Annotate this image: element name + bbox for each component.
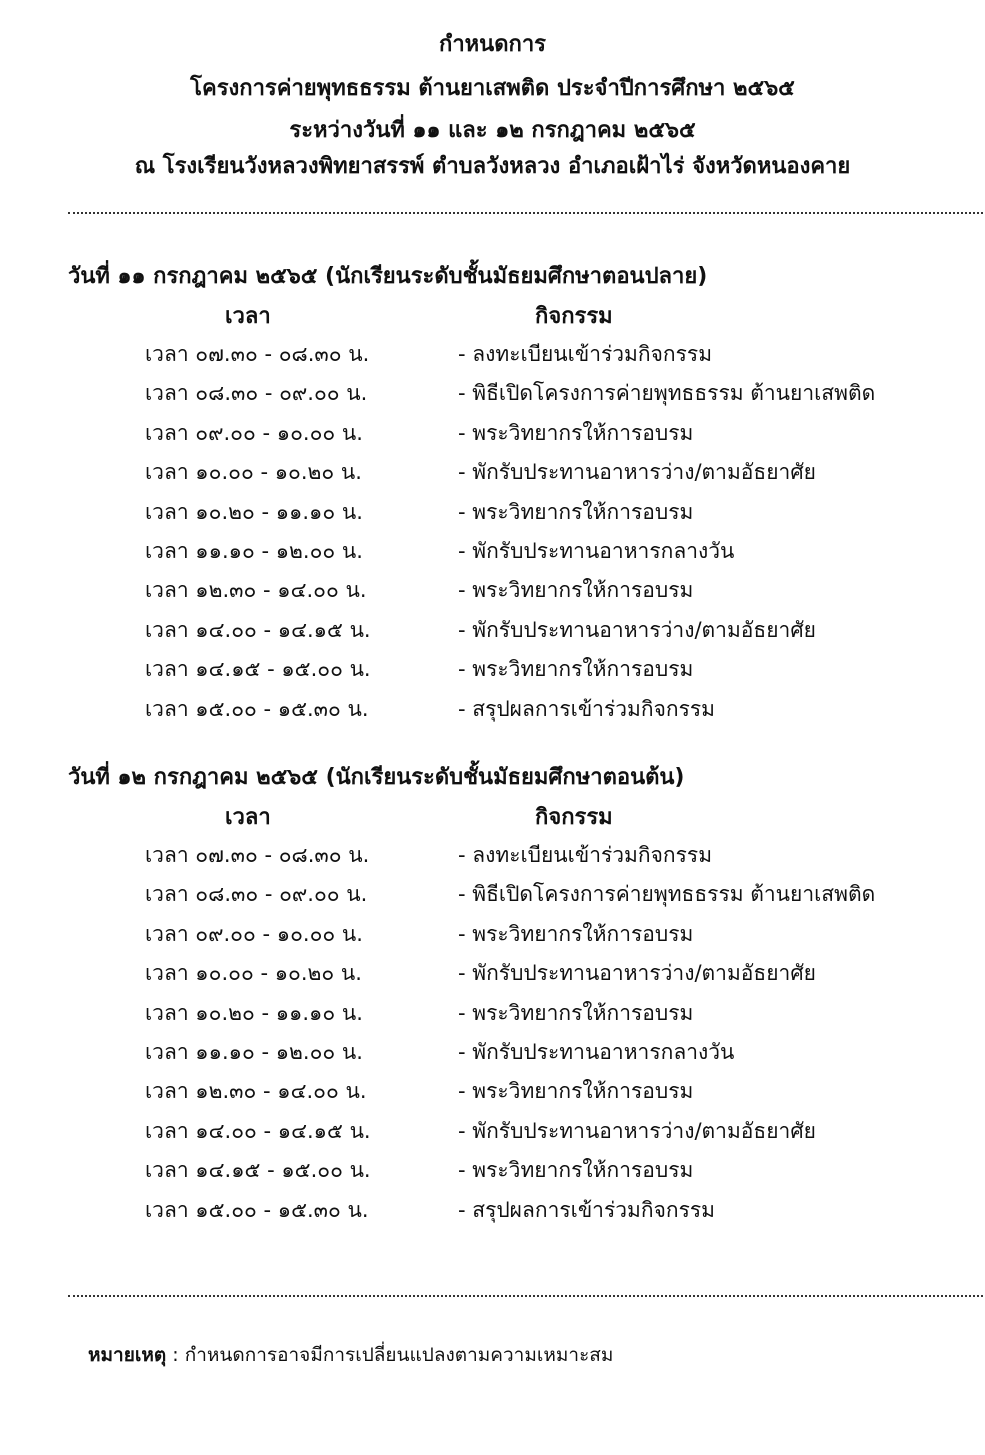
day-1-col-activity-header: กิจกรรม	[535, 304, 613, 329]
row-activity: - พระวิทยากรให้การอบรม	[458, 921, 694, 946]
header-location: ณ โรงเรียนวังหลวงพิทยาสรรพ์ ตำบลวังหลวง อำเภอเฝ้าไร่ จังหวัดหนองคาย	[134, 154, 851, 179]
row-time: เวลา ๐๘.๓๐ - ๐๙.๐๐ น.	[145, 882, 368, 907]
row-time: เวลา ๑๔.๑๕ - ๑๕.๐๐ น.	[145, 1158, 371, 1183]
header-title: กำหนดการ	[439, 32, 546, 57]
divider-bottom	[68, 1295, 983, 1297]
row-time: เวลา ๐๘.๓๐ - ๐๙.๐๐ น.	[145, 381, 368, 406]
schedule-row	[0, 875, 985, 914]
schedule-row	[0, 493, 985, 532]
row-time: เวลา ๑๔.๐๐ - ๑๔.๑๕ น.	[145, 1118, 371, 1143]
row-time: เวลา ๐๙.๐๐ - ๑๐.๐๐ น.	[145, 420, 363, 445]
row-activity: - พักรับประทานอาหารกลางวัน	[458, 1040, 735, 1064]
row-activity: - สรุปผลการเข้าร่วมกิจกรรม	[458, 696, 716, 721]
schedule-row	[0, 453, 985, 492]
row-time: เวลา ๑๑.๑๐ - ๑๒.๐๐ น.	[145, 539, 363, 563]
row-activity: - พักรับประทานอาหารว่าง/ตามอัธยาศัย	[458, 961, 816, 986]
schedule-row	[0, 1033, 985, 1072]
day-1-col-time-header: เวลา	[225, 304, 271, 329]
row-time: เวลา ๑๕.๐๐ - ๑๕.๓๐ น.	[145, 1197, 369, 1222]
row-time: เวลา ๑๐.๒๐ - ๑๑.๑๐ น.	[145, 499, 363, 524]
row-activity: - พิธีเปิดโครงการค่ายพุทธธรรม ต้านยาเสพติด	[458, 882, 876, 907]
header-dates: ระหว่างวันที่ ๑๑ และ ๑๒ กรกฎาคม ๒๕๖๕	[289, 118, 696, 143]
schedule-row	[0, 650, 985, 689]
row-activity: - พระวิทยากรให้การอบรม	[458, 578, 694, 603]
row-activity: - พักรับประทานอาหารว่าง/ตามอัธยาศัย	[458, 460, 816, 485]
row-activity: - พระวิทยากรให้การอบรม	[458, 657, 694, 682]
schedule-row	[0, 1072, 985, 1111]
footnote-separator: :	[166, 1344, 185, 1366]
footnote	[88, 1340, 613, 1370]
row-time: เวลา ๑๔.๐๐ - ๑๔.๑๕ น.	[145, 617, 371, 642]
row-activity: - พระวิทยากรให้การอบรม	[458, 1158, 694, 1183]
row-activity: - พระวิทยากรให้การอบรม	[458, 499, 694, 524]
row-activity: - พักรับประทานอาหารกลางวัน	[458, 539, 735, 563]
row-time: เวลา ๑๒.๓๐ - ๑๔.๐๐ น.	[145, 1079, 367, 1104]
row-activity: - สรุปผลการเข้าร่วมกิจกรรม	[458, 1197, 716, 1222]
row-activity: - ลงทะเบียนเข้าร่วมกิจกรรม	[458, 342, 713, 366]
schedule-row	[0, 954, 985, 993]
schedule-row	[0, 994, 985, 1033]
row-activity: - พักรับประทานอาหารว่าง/ตามอัธยาศัย	[458, 1118, 816, 1143]
row-time: เวลา ๑๑.๑๐ - ๑๒.๐๐ น.	[145, 1040, 363, 1064]
day-2-title: วันที่ ๑๒ กรกฎาคม ๒๕๖๕ (นักเรียนระดับชั้นมัธยมศึกษาตอนต้น)	[68, 765, 685, 790]
row-activity: - พระวิทยากรให้การอบรม	[458, 1079, 694, 1104]
footnote-text: กำหนดการอาจมีการเปลี่ยนแปลงตามความเหมาะสม	[184, 1344, 614, 1366]
row-activity: - ลงทะเบียนเข้าร่วมกิจกรรม	[458, 843, 713, 867]
divider-top	[68, 212, 983, 214]
day-2-col-time-header: เวลา	[225, 805, 271, 830]
schedule-row	[0, 1151, 985, 1190]
day-1-title: วันที่ ๑๑ กรกฎาคม ๒๕๖๕ (นักเรียนระดับชั้นมัธยมศึกษาตอนปลาย)	[68, 264, 708, 289]
schedule-row	[0, 335, 985, 374]
row-time: เวลา ๑๐.๐๐ - ๑๐.๒๐ น.	[145, 460, 362, 485]
row-time: เวลา ๐๗.๓๐ - ๐๘.๓๐ น.	[145, 843, 370, 867]
footnote-label: หมายเหตุ	[88, 1344, 167, 1366]
schedule-row	[0, 915, 985, 954]
schedule-row	[0, 1112, 985, 1151]
row-time: เวลา ๑๐.๒๐ - ๑๑.๑๐ น.	[145, 1000, 363, 1025]
row-time: เวลา ๐๙.๐๐ - ๑๐.๐๐ น.	[145, 921, 363, 946]
schedule-row	[0, 571, 985, 610]
schedule-row	[0, 690, 985, 729]
row-time: เวลา ๑๔.๑๕ - ๑๕.๐๐ น.	[145, 657, 371, 682]
row-time: เวลา ๑๐.๐๐ - ๑๐.๒๐ น.	[145, 961, 362, 986]
schedule-row	[0, 374, 985, 413]
row-time: เวลา ๐๗.๓๐ - ๐๘.๓๐ น.	[145, 342, 370, 366]
schedule-row	[0, 532, 985, 571]
schedule-row	[0, 836, 985, 875]
schedule-row	[0, 414, 985, 453]
row-activity: - พิธีเปิดโครงการค่ายพุทธธรรม ต้านยาเสพติด	[458, 381, 876, 406]
schedule-row	[0, 1191, 985, 1230]
row-activity: - พระวิทยากรให้การอบรม	[458, 1000, 694, 1025]
row-activity: - พักรับประทานอาหารว่าง/ตามอัธยาศัย	[458, 617, 816, 642]
row-time: เวลา ๑๕.๐๐ - ๑๕.๓๐ น.	[145, 696, 369, 721]
header-project-name: โครงการค่ายพุทธธรรม ต้านยาเสพติด ประจำปีการศึกษา ๒๕๖๕	[190, 76, 795, 101]
schedule-row	[0, 611, 985, 650]
day-2-col-activity-header: กิจกรรม	[535, 805, 613, 830]
row-time: เวลา ๑๒.๓๐ - ๑๔.๐๐ น.	[145, 578, 367, 603]
row-activity: - พระวิทยากรให้การอบรม	[458, 420, 694, 445]
